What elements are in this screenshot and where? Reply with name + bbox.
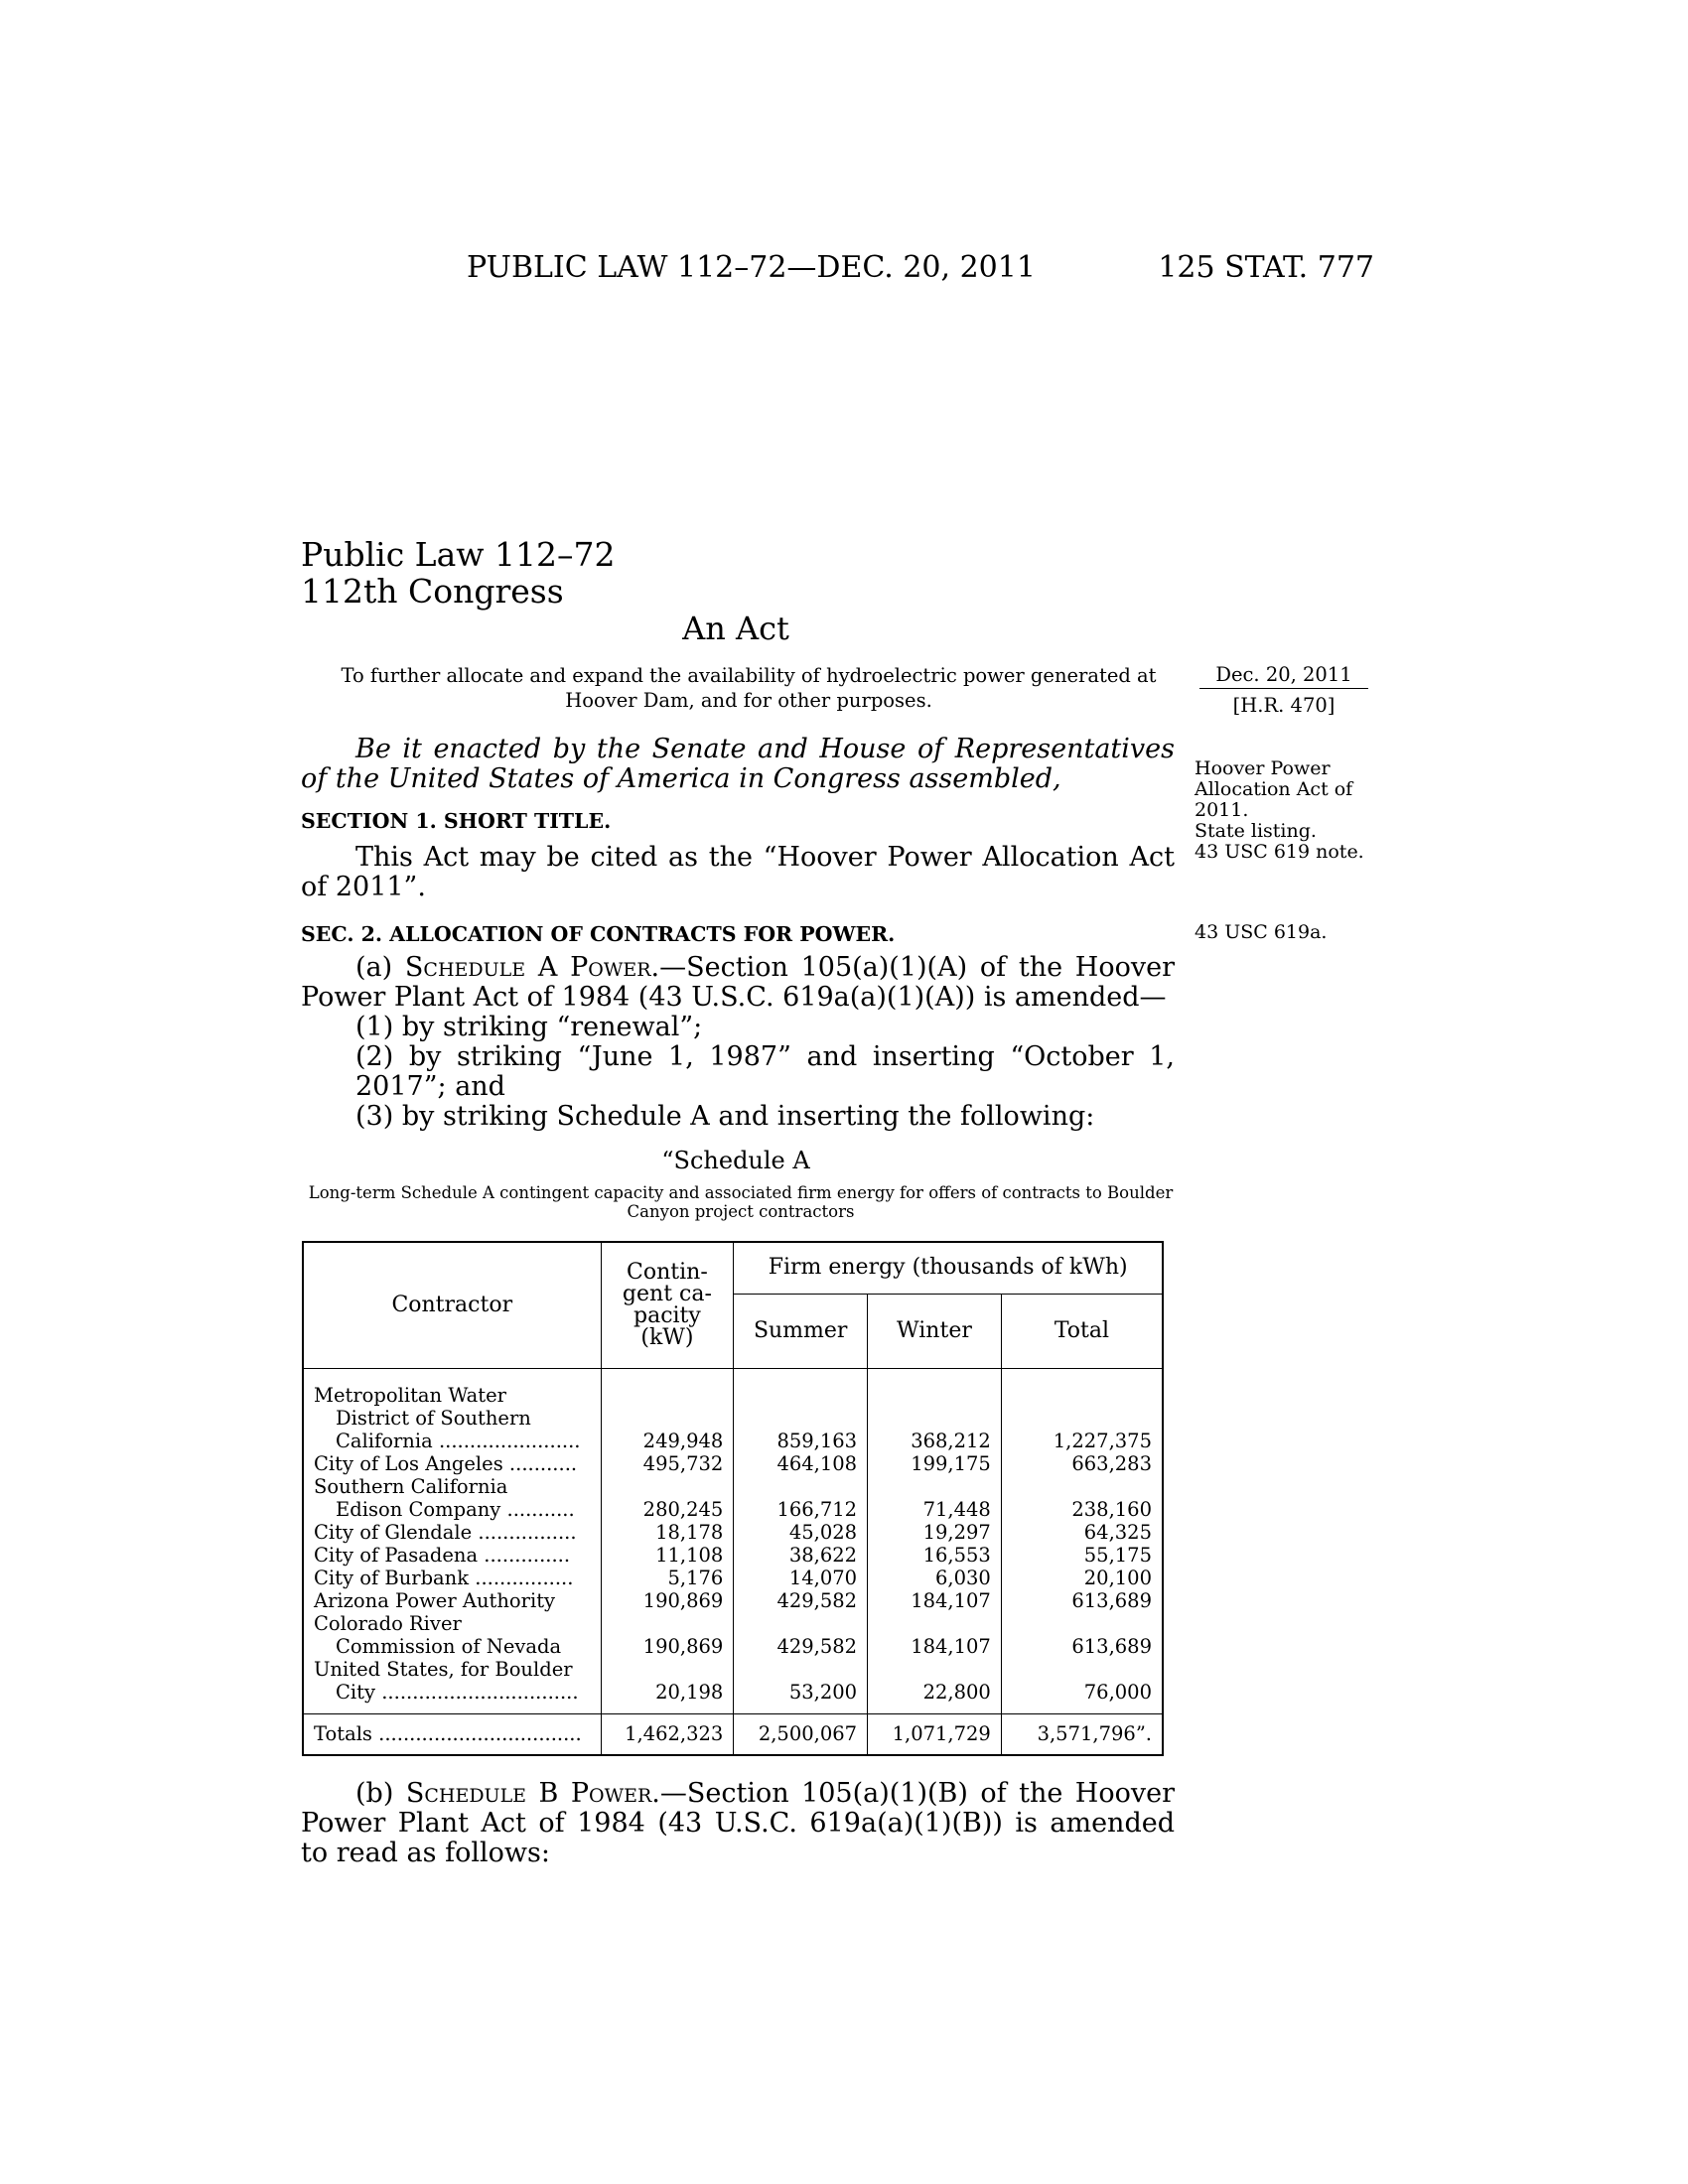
totals-label	[303, 1713, 601, 1755]
cell-capacity: 280,245	[601, 1475, 734, 1521]
schedule-a-table	[302, 1241, 1164, 1756]
cell-winter: 199,175	[868, 1452, 1002, 1475]
cell-capacity: 495,732	[601, 1452, 734, 1475]
margin-note-usc-619-note: 43 USC 619 note.	[1195, 841, 1364, 863]
contractor-line: California	[336, 1430, 433, 1452]
table-row	[303, 1612, 1163, 1658]
margin-note-state-listing: State listing.	[1195, 820, 1317, 842]
table-row	[303, 1384, 1163, 1452]
row-contractor	[303, 1612, 601, 1658]
total-summer: 2,500,067	[734, 1713, 868, 1755]
table-row	[303, 1658, 1163, 1704]
subsection-a	[301, 953, 1175, 1013]
cell-total: 613,689	[1001, 1589, 1163, 1612]
cell-summer: 38,622	[734, 1544, 868, 1567]
cell-capacity: 249,948	[601, 1384, 734, 1452]
cell-winter: 184,107	[868, 1589, 1002, 1612]
totals-label-text: Totals	[314, 1722, 372, 1745]
contractor-line: Colorado River	[314, 1612, 462, 1635]
row-contractor	[303, 1475, 601, 1521]
subsection-b-text: —Section 105(a)(1)(B) of the Hoover Power Plant Act of 1984 (43 U.S.C. 619a(a)(1)(B)) is amended to read as follows:	[301, 1778, 1176, 1868]
contractor-line: City	[336, 1681, 376, 1704]
table-row	[303, 1589, 1163, 1612]
contractor-line: City of Glendale	[314, 1521, 473, 1544]
paragraph-3: (3) by striking Schedule A and inserting the following:	[355, 1101, 1095, 1132]
header-winter: Winter	[868, 1294, 1002, 1368]
act-purpose: To further allocate and expand the availability of hydroelectric power generated at Hoover Dam, and for other purposes.	[341, 664, 1157, 712]
total-total: 3,571,796”.	[1001, 1713, 1163, 1755]
cell-total: 55,175	[1001, 1544, 1163, 1567]
congress-number: 112th Congress	[301, 572, 564, 611]
cell-winter: 71,448	[868, 1475, 1002, 1521]
header-total: Total	[1001, 1294, 1163, 1368]
cell-summer: 464,108	[734, 1452, 868, 1475]
contractor-line: United States, for Boulder	[314, 1658, 573, 1681]
schedule-title: “Schedule A	[661, 1147, 810, 1174]
leader-dots: ...........	[506, 1498, 575, 1521]
row-contractor	[303, 1658, 601, 1704]
contractor-line: Arizona Power Authority	[314, 1589, 556, 1612]
header-capacity-line2: gent ca-	[622, 1281, 712, 1306]
running-head-left: PUBLIC LAW 112–72—DEC. 20, 2011	[467, 250, 1036, 285]
header-contingent-capacity	[601, 1242, 734, 1368]
header-contractor: Contractor	[303, 1242, 601, 1368]
header-firm-energy: Firm energy (thousands of kWh)	[734, 1242, 1163, 1294]
table-row	[303, 1544, 1163, 1567]
cell-summer: 166,712	[734, 1475, 868, 1521]
cell-total: 64,325	[1001, 1521, 1163, 1544]
subsection-a-caption: Schedule A Power.	[404, 952, 660, 983]
cell-capacity: 190,869	[601, 1589, 734, 1612]
cell-winter: 16,553	[868, 1544, 1002, 1567]
contractor-line: Commission of Nevada	[336, 1635, 562, 1658]
cell-winter: 22,800	[868, 1658, 1002, 1704]
subsection-a-text: —Section 105(a)(1)(A) of the Hoover Power Plant Act of 1984 (43 U.S.C. 619a(a)(1)(A)) is amended—	[301, 952, 1175, 1013]
cell-winter: 368,212	[868, 1384, 1002, 1452]
enacting-clause: Be it enacted by the Senate and House of Representatives of the United States of America in Congress assembled,	[301, 734, 1175, 794]
contractor-line: Metropolitan Water	[314, 1384, 506, 1407]
table-row	[303, 1521, 1163, 1544]
running-head-right: 125 STAT. 777	[1158, 250, 1374, 285]
row-contractor	[303, 1544, 601, 1567]
cell-total: 663,283	[1001, 1452, 1163, 1475]
section-1-text: This Act may be cited as the “Hoover Power Allocation Act of 2011”.	[301, 842, 1175, 902]
subsection-b-caption: Schedule B Power.	[405, 1778, 660, 1809]
cell-summer: 429,582	[734, 1612, 868, 1658]
contractor-line: District of Southern	[336, 1407, 531, 1430]
row-contractor	[303, 1452, 601, 1475]
enactment-date: Dec. 20, 2011	[1199, 663, 1368, 689]
contractor-line: Edison Company	[336, 1498, 501, 1521]
cell-capacity: 18,178	[601, 1521, 734, 1544]
header-capacity-line1: Contin-	[627, 1259, 708, 1285]
cell-winter: 19,297	[868, 1521, 1002, 1544]
leader-dots: ................	[478, 1521, 577, 1544]
header-summer: Summer	[734, 1294, 868, 1368]
margin-note-usc-619a: 43 USC 619a.	[1195, 921, 1328, 943]
public-law-number: Public Law 112–72	[301, 535, 616, 574]
leader-dots: ...........	[508, 1452, 578, 1475]
header-capacity-line4: (kW)	[640, 1324, 694, 1350]
cell-capacity: 11,108	[601, 1544, 734, 1567]
row-contractor	[303, 1384, 601, 1452]
leader-dots: ................	[475, 1567, 574, 1589]
leader-dots: ................................	[381, 1681, 579, 1704]
cell-total: 238,160	[1001, 1475, 1163, 1521]
cell-capacity: 20,198	[601, 1658, 734, 1704]
contractor-line: City of Burbank	[314, 1567, 470, 1589]
cell-summer: 45,028	[734, 1521, 868, 1544]
row-contractor	[303, 1589, 601, 1612]
cell-total: 613,689	[1001, 1612, 1163, 1658]
cell-capacity: 190,869	[601, 1612, 734, 1658]
cell-winter: 6,030	[868, 1567, 1002, 1589]
paragraph-1: (1) by striking “renewal”;	[355, 1012, 703, 1042]
act-heading: An Act	[682, 610, 789, 647]
margin-date-box	[1199, 663, 1368, 717]
bill-number: [H.R. 470]	[1232, 694, 1336, 717]
total-capacity: 1,462,323	[601, 1713, 734, 1755]
margin-note-short-title: Hoover Power Allocation Act of 2011.	[1195, 757, 1353, 821]
row-contractor	[303, 1567, 601, 1589]
leader-dots: .......................	[438, 1430, 581, 1452]
subsection-a-label: (a)	[355, 952, 393, 983]
table-row	[303, 1567, 1163, 1589]
table-row	[303, 1452, 1163, 1475]
total-winter: 1,071,729	[868, 1713, 1002, 1755]
section-1-heading: SECTION 1. SHORT TITLE.	[301, 809, 612, 833]
subsection-b	[301, 1779, 1175, 1868]
leader-dots: .................................	[378, 1722, 582, 1745]
cell-total: 1,227,375	[1001, 1384, 1163, 1452]
cell-summer: 429,582	[734, 1589, 868, 1612]
cell-summer: 14,070	[734, 1567, 868, 1589]
cell-capacity: 5,176	[601, 1567, 734, 1589]
cell-summer: 859,163	[734, 1384, 868, 1452]
contractor-line: City of Los Angeles	[314, 1452, 503, 1475]
paragraph-2: (2) by striking “June 1, 1987” and inserting “October 1, 2017”; and	[355, 1041, 1175, 1102]
cell-summer: 53,200	[734, 1658, 868, 1704]
cell-total: 76,000	[1001, 1658, 1163, 1704]
row-contractor	[303, 1521, 601, 1544]
leader-dots: ..............	[484, 1544, 571, 1567]
table-row	[303, 1475, 1163, 1521]
schedule-caption: Long-term Schedule A contingent capacity and associated firm energy for offers of contracts to Boulder Canyon project contractors	[308, 1183, 1174, 1221]
subsection-b-label: (b)	[355, 1778, 394, 1809]
contractor-line: City of Pasadena	[314, 1544, 479, 1567]
contractor-line: Southern California	[314, 1475, 508, 1498]
totals-row	[303, 1713, 1163, 1755]
header-capacity-line3: pacity	[633, 1302, 701, 1328]
cell-winter: 184,107	[868, 1612, 1002, 1658]
section-2-heading: SEC. 2. ALLOCATION OF CONTRACTS FOR POWER.	[301, 922, 896, 946]
cell-total: 20,100	[1001, 1567, 1163, 1589]
